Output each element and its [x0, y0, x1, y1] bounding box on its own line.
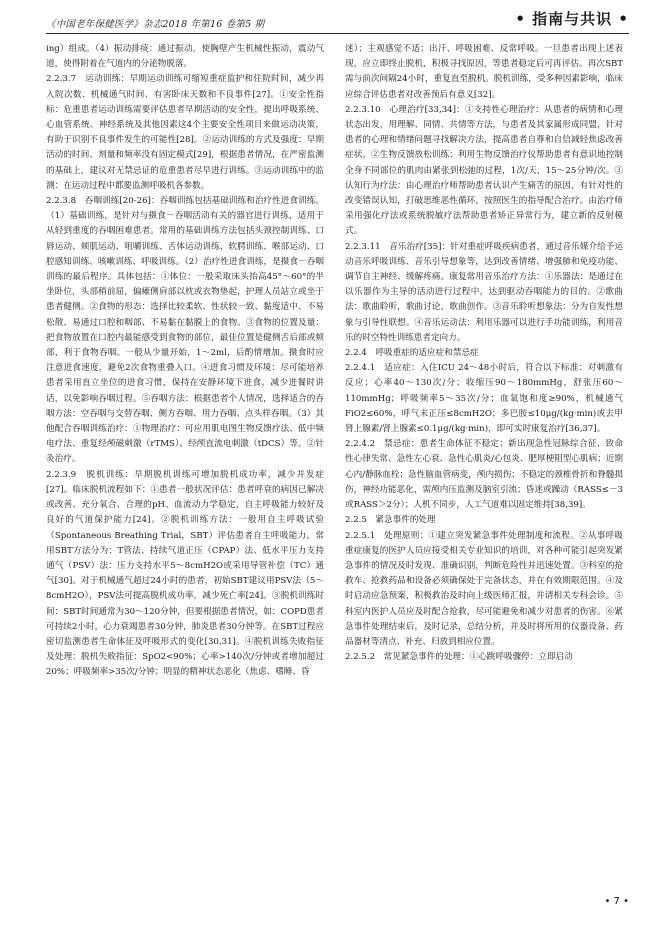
page-number: • 7 •	[604, 896, 629, 907]
section-heading: 2.2.5 紧急事件的处理	[345, 515, 436, 526]
paragraph: 2.2.3.9 脱机训练：早期脱机训练可增加脱机成功率，减少并发症[27]。临床脱机流程如下：①患者一般状况评估：患者呼衰的病因已解决或改善、充分氧合、合理的pH、血流动力学稳定，自主呼吸能力较好及良好的气道保护能力[24]。②脱机训练方法：一般用自主呼吸试验（Spontaneous Breathing Trial，SBT）评估患者自主呼吸能力，常用SBT方法分为：T管法、持续气道正压（CPAP）法、低水平压力支持通气（PSV）法：压力支持水平5～8cmH2O或采用导管补偿（TC）通气[30]。对于机械通气超过24小时的患者，初始SBT建议用PSV法（5～8cmH2O），PSV法可提高脱机成功率，减少死亡率[24]。③脱机训练时间：SBT时间通常为30～120分钟，但要根据患者情况，如：COPD患者可持续2小时，心力衰竭患者30分钟，肺炎患者30分钟等。在SBT过程应密切监测患者生命体征及呼吸形式的变化[30,31]。④脱机训练失败指征及处理：脱机失败指征：SpO2<90%；心率>140次/分钟或者增加超过20%；呼吸频率>35次/分钟；明显的精神状态恶化（焦虑、嗜睡、昏	[46, 469, 324, 678]
paragraph: 2.2.3.10 心理治疗[33,34]：①支持性心理治疗：从患者的病情和心理状态出发，用理解、同情、共情等方法，与患者及其家属形成同盟，针对患者的心理和情绪问题寻找解决方法，提高患者自尊和自信减轻焦虑改善症状。②生物反馈放松训练：利用生物反馈治疗仪帮助患者有意识地控制全身不同部位的肌肉由紧张到松弛的过程，1次/天，15～25分钟/次。③认知行为疗法：由心理治疗师帮助患者认识产生痛苦的原因，有针对性的改变错误认知，打破思维恶性循环，按照医生的指导配合治疗。由治疗师采用强化疗法或系统脱敏疗法帮助患者矫正异常行为，建立新的反射模式。	[345, 104, 623, 237]
paragraph: 2.2.4.2 禁忌症：患者生命体征不稳定；新出现急性冠脉综合征、致命性心律失常、急性左心衰、急性心肌炎/心包炎、肥厚梗阻型心肌病；近期心内/静脉血栓；急性脑血管病变，颅内损伤；不稳定的颈椎骨折和脊髓损伤，神经功能恶化，需颅内压监测及脑室引流；昏迷或躁动（RASS≤－3或RASS＞2分）；人机不同步，人工气道难以固定维持[38,39]。	[345, 439, 623, 511]
paragraph: 2.2.5.2 常见紧急事件的处理：①心跳呼吸骤停：立即启动	[345, 652, 573, 663]
right-column	[345, 42, 623, 665]
paragraph: ing）组成。（4）振动排痰：通过振动，使胸壁产生机械性振动，震动气道，使得附着在气道内的分泌物脱落。	[46, 44, 324, 70]
journal-header: 《中国老年保健医学》杂志2018 年第16 卷第5 期	[46, 19, 265, 30]
paragraph: 2.2.3.8 吞咽训练[20-26]：吞咽训练包括基础训练和治疗性进食训练。（1）基础训练，是针对与摄食－吞咽活动有关的器官进行训练，适用于从轻到重度的吞咽困难患者。常用的基础训练方法包括头颈控制训练、口唇运动、颊肌运动、咀嚼训练、舌体运动训练、软腭训练、喉部运动、口腔感知训练、咳嗽训练、呼吸训练。（2）治疗性进食训练，是摄食－吞咽训练的最后程序。具体包括：①体位：一般采取床头抬高45°～60°的半坐卧位，头部稍前屈，偏瘫侧肩部以枕或衣物垫起，护理人员站立或坐于患者健侧。②食物的形态：选择比较柔软、性状较一致、黏度适中、不易松散、易通过口腔和咽部、不易黏在黏膜上的食物。③食物的位置及量：把食物放置在口腔内最能感受到食物的部位，最佳位置是健侧舌后部或颊部，利于食物吞咽。一般从少量开始，1～2ml，后酌情增加。摄食时应注意进食速度，避免2次食物重叠入口。④进食习惯及环境：尽可能培养患者采用直立坐位的进食习惯，保持在安静环境下进食，减少进餐时讲话，以免影响吞咽过程。⑤吞咽方法：根据患者个人情况，选择适合的吞咽方法：空吞咽与交替吞咽、侧方吞咽、用力吞咽、点头样吞咽。（3）其他配合吞咽训练治疗：①物理治疗：可应用肌电图生物反馈疗法、低中频电疗法、重复经颅磁刺激（rTMS）、经颅直流电刺激（tDCS）等。②针灸治疗。	[46, 196, 324, 465]
paragraph: 迷）；主观感觉不适；出汗、呼吸困难、反常呼吸。一旦患者出现上述表现，应立即终止脱机，积极寻找原因，等患者稳定后可再评估。再次SBT需与前次间隔24小时，重复直至脱机。脱机训练，受多种因素影响，临床应综合评估患者对改善预后有意义[32]。	[345, 44, 623, 100]
left-column	[46, 42, 324, 681]
paragraph: 2.2.5.1 处理原则：①建立突发紧急事件处理制度和流程。②从事呼吸重症康复的医护人员应接受相关专业知识的培训，对各种可能引起突发紧急事件的情况及时发现、准确识别，判断危险性并迅速处置。③科室的抢救车、抢救药品和设备必须确保处于完备状态，并在有效期限范围。④及时启动应急预案，积极救治及时向上级医师汇报，并请相关专科会诊。⑤科室内医护人员应及时配合抢救，尽可能避免和减少对患者的伤害。⑥紧急事件处理结束后，及时记录，总结分析，并及时将所用的仪器设备、药品器材等清点、补充、归放到相应位置。	[345, 530, 623, 647]
header-rule	[46, 33, 629, 34]
section-heading: 2.2.4 呼吸重症的适应症和禁忌症	[345, 348, 479, 359]
paragraph: 2.2.3.7 运动训练：早期运动训练可缩短重症监护和住院时间，减少再入院次数、机械通气时间、有害卧床天数和不良事件[27]。①安全性指标：危重患者运动训练需要评估患者早期活动的安全性，提出呼吸系统、心血管系统、神经系统及其他因素这4个主要安全性项目来做运动决策，有助于识别不良事件发生的可能性[28]。②运动训练的方式及强度：早期活动的时间、剂量和频率没有固定模式[29]，根据患者情况，在严密监测的基础上，建议对无禁忌证的危重患者尽早进行训练。③运动训练中的监测：在运动过程中都要监测呼吸机各参数。	[46, 74, 324, 191]
paragraph: 2.2.3.11 音乐治疗[35]：针对重症呼吸疾病患者，通过音乐媒介给予运动音乐呼吸训练、音乐引导想象等，达到改善情绪、增强肺和免疫功能、调节自主神经、缓解疼痛。康复常用音乐治疗方法：①乐器法：是通过在以乐器作为主导的活动进行过程中，达到驱动吞咽能力的目的。②歌曲法：歌曲聆听，歌曲讨论，歌曲创作。③音乐聆听想象法：分为自发性想象与引导性联想。④音乐运动法：利用乐器可以进行手功能训练，利用音乐的时空特性训练患者定向力。	[345, 241, 623, 343]
section-title: • 指南与共识 •	[515, 10, 629, 28]
paragraph: 2.2.4.1 适应症：入住ICU 24～48小时后，符合以下标准：对刺激有反应；心率40～130次/分；收缩压90～180mmHg，舒张压60～110mmHg；呼吸频率5～35次/分；血氧饱和度≥90%，机械通气FiO2≤60%，呼气末正压≤8cmH2O；多巴胺≤10μg/(kg·min)或去甲肾上腺素/肾上腺素≤0.1μg/(kg·min)，即可实时康复治疗[36,37]。	[345, 363, 623, 435]
